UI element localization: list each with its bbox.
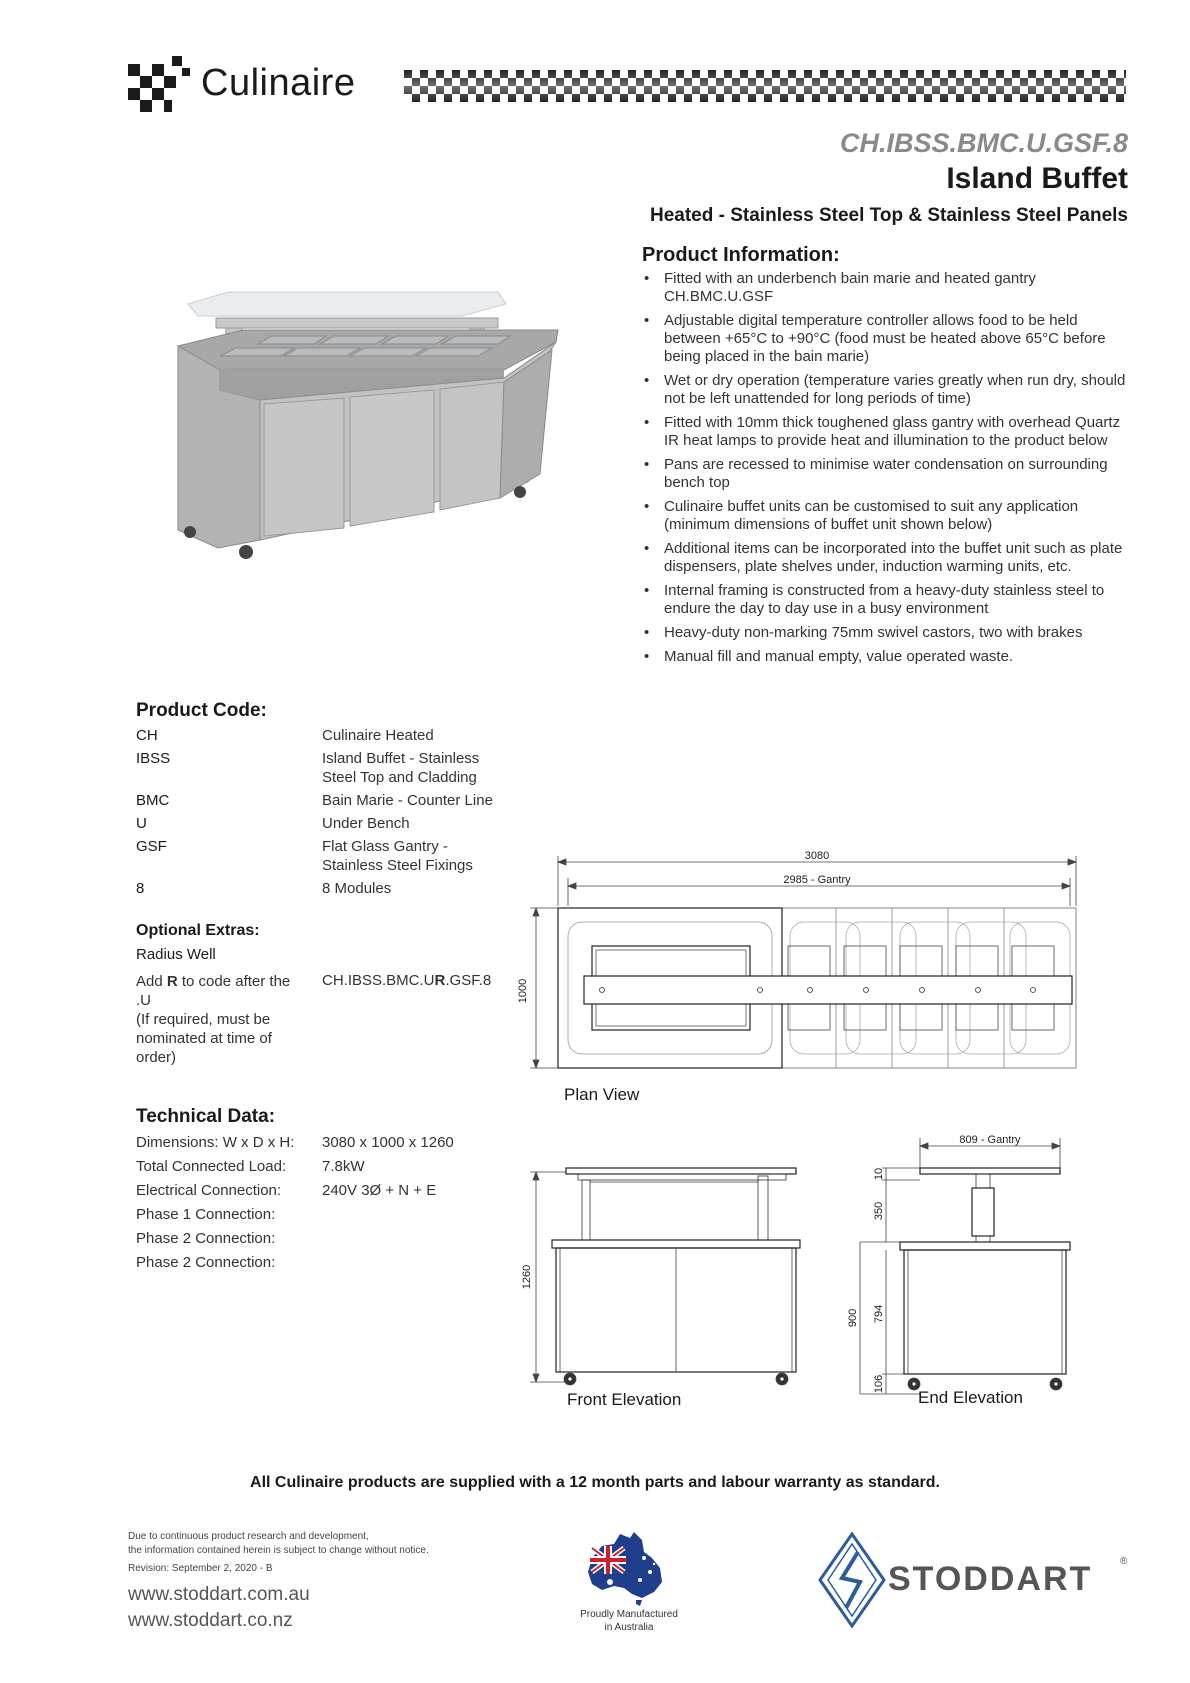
tech-label: Phase 2 Connection: (136, 1254, 276, 1271)
stoddart-wordmark: STODDART (888, 1560, 1093, 1598)
radius-well-description (136, 972, 296, 1067)
plan-gantry-dim: 2985 - Gantry (783, 874, 851, 886)
table-row (136, 814, 512, 837)
code-desc: 8 Modules (322, 880, 392, 897)
desc-prefix: Add (136, 973, 167, 990)
product-info-list (642, 270, 1132, 672)
table-row (136, 1205, 512, 1229)
table-row (136, 1181, 512, 1205)
end-dim-350: 350 (873, 1201, 885, 1221)
brand-name: Culinaire (201, 62, 356, 104)
plan-view-label: Plan View (564, 1085, 640, 1104)
optional-extras-heading: Optional Extras: (136, 922, 260, 939)
product-name: Island Buffet (946, 162, 1128, 195)
end-elevation-drawing (847, 1128, 1090, 1412)
plan-view-drawing (517, 848, 1090, 1108)
front-elevation-drawing (521, 1160, 816, 1412)
end-gantry-dim: 809 - Gantry (959, 1134, 1021, 1146)
table-row (136, 1133, 512, 1157)
technical-data-heading: Technical Data: (136, 1106, 276, 1127)
list-item: • Adjustable digital temperature controller allows food to be held between +65°C to +90°C (food must be heated above 65°C before being placed in the bain marie) (642, 312, 1132, 366)
table-row (136, 749, 512, 791)
radius-well-code (322, 972, 491, 989)
checker-band (404, 70, 1126, 104)
table-row (136, 1157, 512, 1181)
website-au-link[interactable]: www.stoddart.com.au (128, 1584, 310, 1605)
desc-note: (If required, must be nominated at time of order) (136, 1011, 272, 1066)
tech-value: 3080 x 1000 x 1260 (322, 1134, 454, 1151)
code-key: BMC (136, 792, 170, 809)
code-key: IBSS (136, 750, 171, 767)
end-dim-10: 10 (873, 1167, 885, 1181)
tech-label: Phase 2 Connection: (136, 1230, 276, 1247)
table-row (136, 879, 512, 902)
tech-value (322, 1205, 512, 1229)
code-desc: Island Buffet - Stainless Steel Top and Cladding (322, 750, 480, 786)
product-code-title: CH.IBSS.BMC.U.GSF.8 (839, 128, 1128, 158)
checker-logo-icon (128, 56, 200, 116)
code-key: CH (136, 727, 158, 744)
tech-value: 7.8kW (322, 1158, 365, 1175)
table-row (136, 837, 512, 879)
code-bold: R (434, 972, 446, 989)
radius-well-title: Radius Well (136, 946, 216, 963)
code-key: 8 (136, 880, 145, 897)
table-row (136, 726, 512, 749)
culinaire-logo (128, 56, 378, 116)
made-line: Proudly Manufactured (580, 1609, 678, 1620)
tech-label: Dimensions: W x D x H: (136, 1134, 295, 1151)
table-row (136, 1253, 512, 1277)
front-elevation-label: Front Elevation (567, 1390, 682, 1409)
tech-label: Total Connected Load: (136, 1158, 287, 1175)
end-dim-106: 106 (873, 1374, 885, 1394)
tech-value: 240V 3Ø + N + E (322, 1182, 437, 1199)
list-item: • Heavy-duty non-marking 75mm swivel castors, two with brakes (642, 624, 1132, 642)
end-dim-794: 794 (873, 1304, 885, 1324)
tech-label: Electrical Connection: (136, 1182, 282, 1199)
product-code-table (136, 726, 512, 902)
product-subtitle: Heated - Stainless Steel Top & Stainless Steel Panels (650, 205, 1128, 226)
list-item: • Manual fill and manual empty, value operated waste. (642, 648, 1132, 666)
revision-note: Revision: September 2, 2020 - B (128, 1563, 273, 1574)
table-row (136, 791, 512, 814)
code-desc: Bain Marie - Counter Line (322, 792, 493, 809)
list-item: • Culinaire buffet units can be customised to suit any application (minimum dimensions of buffet unit shown below) (642, 498, 1132, 534)
list-item: • Internal framing is constructed from a heavy-duty stainless steel to endure the day to day use in a busy environment (642, 582, 1132, 618)
plan-depth-dim: 1000 (517, 978, 529, 1004)
disclaimer (128, 1530, 429, 1558)
technical-data-table (136, 1133, 512, 1277)
list-item: • Fitted with an underbench bain marie and heated gantry CH.BMC.U.GSF (642, 270, 1132, 306)
australia-flag-map-icon (584, 1528, 674, 1608)
desc-suffix: to code after the .U (136, 973, 291, 1009)
code-key: U (136, 815, 147, 832)
tech-label: Phase 1 Connection: (136, 1206, 276, 1223)
list-item: • Wet or dry operation (temperature varies greatly when run dry, should not be left unattended for long periods of time) (642, 372, 1132, 408)
code-desc: Flat Glass Gantry - Stainless Steel Fixings (322, 838, 473, 874)
list-item: • Additional items can be incorporated into the buffet unit such as plate dispensers, plate shelves under, induction warming units, etc. (642, 540, 1132, 576)
desc-bold: R (166, 973, 178, 990)
disclaimer-line: Due to continuous product research and development, (128, 1531, 369, 1542)
product-info-heading: Product Information: (642, 244, 840, 266)
table-row (136, 1229, 512, 1253)
code-desc: Culinaire Heated (322, 727, 434, 744)
list-item: • Pans are recessed to minimise water condensation on surrounding bench top (642, 456, 1132, 492)
end-dim-900: 900 (847, 1308, 859, 1328)
warranty-statement: All Culinaire products are supplied with a 12 month parts and labour warranty as standard. (250, 1474, 940, 1491)
code-key: GSF (136, 838, 167, 855)
island-buffet-image (168, 270, 588, 610)
tech-value (322, 1229, 512, 1253)
front-height-dim: 1260 (521, 1264, 533, 1290)
code-suffix: .GSF.8 (445, 972, 492, 989)
tech-value (322, 1253, 512, 1277)
disclaimer-line: the information contained herein is subject to change without notice. (128, 1545, 429, 1556)
code-desc: Under Bench (322, 815, 410, 832)
made-in-australia (560, 1608, 698, 1634)
plan-width-dim: 3080 (804, 850, 830, 862)
end-elevation-label: End Elevation (918, 1388, 1023, 1407)
website-nz-link[interactable]: www.stoddart.co.nz (128, 1610, 293, 1631)
registered-mark: ® (1120, 1556, 1128, 1567)
made-line: in Australia (604, 1622, 654, 1633)
list-item: • Fitted with 10mm thick toughened glass gantry with overhead Quartz IR heat lamps to provide heat and illumination to the product below (642, 414, 1132, 450)
product-code-heading: Product Code: (136, 700, 267, 721)
code-prefix: CH.IBSS.BMC.U (322, 972, 435, 989)
